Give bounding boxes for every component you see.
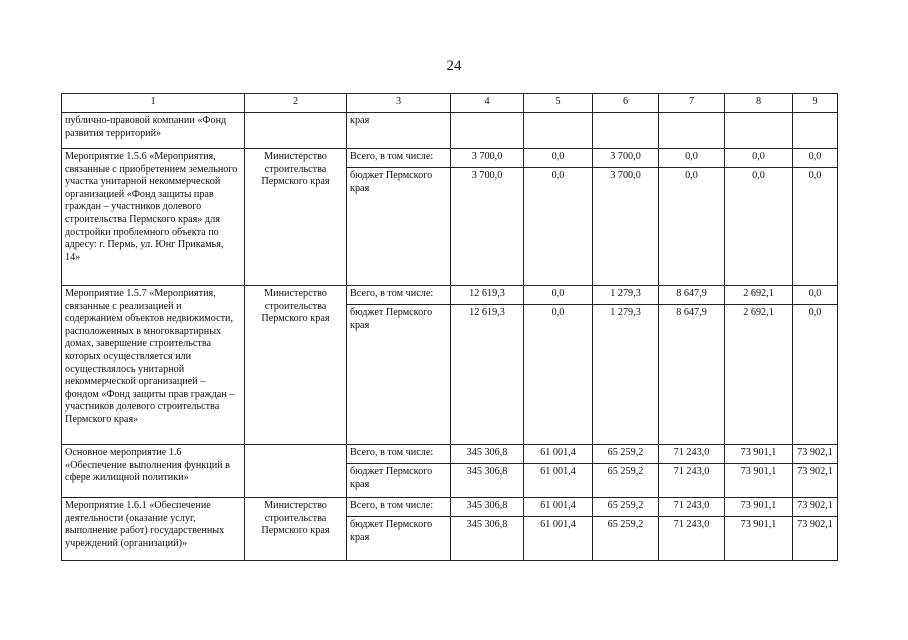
column-header: 8 <box>725 94 793 113</box>
value-cell: 345 306,8 <box>451 464 524 498</box>
table-header-row <box>62 94 838 113</box>
executor <box>245 113 347 149</box>
value-cell: 65 259,2 <box>593 498 659 517</box>
value-cell: 71 243,0 <box>659 445 725 464</box>
funding-source: края <box>347 113 451 149</box>
column-header: 5 <box>524 94 593 113</box>
executor: Министерство строительства Пермского края <box>245 498 347 561</box>
value-cell: 1 279,3 <box>593 286 659 305</box>
activity-name: Мероприятие 1.6.1 «Обеспечение деятельности (оказание услуг, выполнение работ) государственных учреждений (организаций)» <box>62 498 245 561</box>
column-header: 9 <box>793 94 838 113</box>
value-cell: 65 259,2 <box>593 464 659 498</box>
value-cell: 8 647,9 <box>659 286 725 305</box>
value-cell: 0,0 <box>659 168 725 286</box>
value-cell: 61 001,4 <box>524 445 593 464</box>
value-cell <box>524 113 593 149</box>
value-cell: 73 902,1 <box>793 517 838 561</box>
value-cell: 61 001,4 <box>524 498 593 517</box>
column-header: 7 <box>659 94 725 113</box>
value-cell: 73 902,1 <box>793 464 838 498</box>
value-cell: 73 902,1 <box>793 445 838 464</box>
value-cell <box>793 113 838 149</box>
value-cell: 12 619,3 <box>451 305 524 445</box>
value-cell: 61 001,4 <box>524 517 593 561</box>
value-cell: 61 001,4 <box>524 464 593 498</box>
table-row <box>62 149 838 168</box>
value-cell: 0,0 <box>524 149 593 168</box>
funding-source: бюджет Пермского края <box>347 464 451 498</box>
funding-source: бюджет Пермского края <box>347 517 451 561</box>
value-cell: 3 700,0 <box>593 168 659 286</box>
value-cell: 345 306,8 <box>451 517 524 561</box>
executor <box>245 445 347 498</box>
funding-source: Всего, в том числе: <box>347 445 451 464</box>
column-header: 3 <box>347 94 451 113</box>
table-row <box>62 445 838 464</box>
value-cell: 65 259,2 <box>593 445 659 464</box>
value-cell: 2 692,1 <box>725 286 793 305</box>
value-cell: 0,0 <box>524 305 593 445</box>
funding-source: бюджет Пермского края <box>347 305 451 445</box>
value-cell: 0,0 <box>524 168 593 286</box>
value-cell <box>725 113 793 149</box>
value-cell: 73 901,1 <box>725 445 793 464</box>
funding-source: Всего, в том числе: <box>347 149 451 168</box>
value-cell <box>451 113 524 149</box>
value-cell: 73 901,1 <box>725 498 793 517</box>
page-number: 24 <box>446 58 462 74</box>
budget-table <box>61 93 838 561</box>
value-cell: 3 700,0 <box>451 149 524 168</box>
value-cell: 73 901,1 <box>725 517 793 561</box>
value-cell <box>593 113 659 149</box>
activity-name: Основное мероприятие 1.6 «Обеспечение выполнения функций в сфере жилищной политики» <box>62 445 245 498</box>
funding-source: Всего, в том числе: <box>347 286 451 305</box>
value-cell: 2 692,1 <box>725 305 793 445</box>
value-cell: 0,0 <box>793 149 838 168</box>
value-cell: 0,0 <box>793 168 838 286</box>
column-header: 4 <box>451 94 524 113</box>
funding-source: бюджет Пермского края <box>347 168 451 286</box>
column-header: 1 <box>62 94 245 113</box>
activity-name: Мероприятие 1.5.6 «Мероприятия, связанные с приобретением земельного участка унитарной некоммерческой организацией «Фонд защиты прав граждан – участников долевого строительства Пермского края» для достройки проблемного объекта по адресу: г. Пермь, ул. Юнг Прикамья, 14» <box>62 149 245 286</box>
value-cell: 12 619,3 <box>451 286 524 305</box>
executor: Министерство строительства Пермского края <box>245 149 347 286</box>
value-cell: 0,0 <box>725 149 793 168</box>
executor: Министерство строительства Пермского края <box>245 286 347 445</box>
value-cell: 71 243,0 <box>659 498 725 517</box>
value-cell: 73 902,1 <box>793 498 838 517</box>
value-cell: 1 279,3 <box>593 305 659 445</box>
value-cell: 0,0 <box>793 305 838 445</box>
value-cell: 3 700,0 <box>593 149 659 168</box>
value-cell: 0,0 <box>725 168 793 286</box>
activity-name: Мероприятие 1.5.7 «Мероприятия, связанные с реализацией и содержанием объектов недвижимости, расположенных в многоквартирных домах, завершение строительства которых осуществляется или осуществлялось унитарной некоммерческой организацией – фондом «Фонд защиты прав граждан – участников долевого строительства Пермского края» <box>62 286 245 445</box>
value-cell: 8 647,9 <box>659 305 725 445</box>
column-header: 2 <box>245 94 347 113</box>
value-cell: 0,0 <box>659 149 725 168</box>
value-cell: 0,0 <box>524 286 593 305</box>
column-header: 6 <box>593 94 659 113</box>
value-cell: 0,0 <box>793 286 838 305</box>
funding-source: Всего, в том числе: <box>347 498 451 517</box>
value-cell: 71 243,0 <box>659 517 725 561</box>
continuation-row <box>62 113 838 149</box>
value-cell: 71 243,0 <box>659 464 725 498</box>
value-cell: 345 306,8 <box>451 498 524 517</box>
value-cell: 73 901,1 <box>725 464 793 498</box>
activity-name: публично-правовой компании «Фонд развития территорий» <box>62 113 245 149</box>
value-cell: 3 700,0 <box>451 168 524 286</box>
value-cell: 65 259,2 <box>593 517 659 561</box>
table-row <box>62 498 838 517</box>
table-row <box>62 286 838 305</box>
value-cell: 345 306,8 <box>451 445 524 464</box>
value-cell <box>659 113 725 149</box>
